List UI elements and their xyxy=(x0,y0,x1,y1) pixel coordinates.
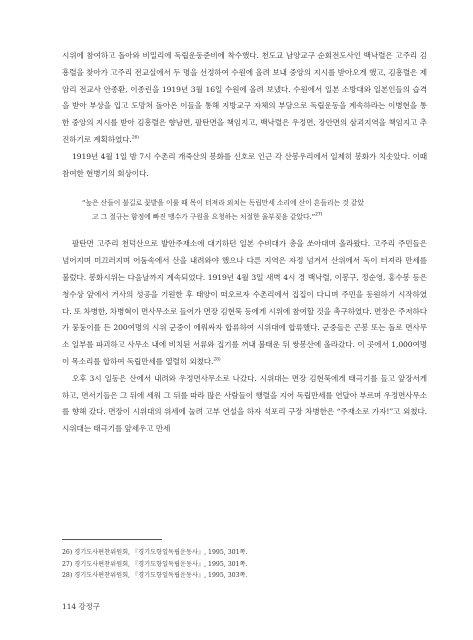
footnote-28: 28) 경기도사편찬위원회, 『경기도항일독립운동사』, 1995, 303쪽. xyxy=(62,572,248,579)
footnote-26: 26) 경기도사편찬위원회, 『경기도항일독립운동사』, 1995, 301쪽. xyxy=(62,549,248,556)
footnote-divider xyxy=(62,539,162,540)
footnote-ref-26: 26) xyxy=(131,135,139,141)
quote-line-2: 고 그 절규는 함정에 빠진 맹수가 구원을 요청하는 처절한 울부짖음 같았다.”$^{27)}$ xyxy=(92,212,323,221)
footnote-27: 27) 경기도사편찬위원회, 『경기도항일독립운동사』, 1995, 301쪽. xyxy=(62,560,248,568)
page-number: 114 강정구 xyxy=(62,602,100,611)
footnotes xyxy=(62,539,427,582)
paragraph-1: 시위에 참여하고 돌아와 비밀리에 독립운동준비에 착수했다. 천도교 남양교구 순회전도사인 백낙렬은 고주리 김흥렬을 찾아가 고주리 전교실에서 두 명을 선정하여 수원에 올려 보내 중앙의 지시를 받아오게 했고, 김흥렬은 제암리 전교사 안종환, 이종린을 1919년 3월 16일 수원에 올려 보냈다. 수원에서 일본 소방대와 일본인들의 습격을 받아 부상을 입고 도망쳐 돌아온 이들을 통해 지방교구 자체의 부담으로 독립운동을 계속하라는 이병현을 통한 중앙의 지시를 받아 김흥렬은 향남면, 팔탄면을 책임지고, 백낙렬은 우정면, 장안면의 삼괴지역을 책임지고 추진하기로 계획하였다.$^{26)}$ xyxy=(62,51,427,144)
body-text xyxy=(62,48,427,438)
paragraph-3: 팔탄면 고주리 천덕산으로 발안주재소에 대기하던 일본 수비대가 총을 쏘아대며 올라왔다. 고주리 주민들은 넘어지며 미끄러지며 어둠속에서 산을 내려와야 했으나 다른 지역은 자정 넘겨서 산위에서 독이 터져라 만세를 불렀다. 봉화시위는 다음날까지 계속되었다. 1919년 4월 3일 새벽 4시 경 백낙렬, 이봉구, 정순영, 홍수봉 등은 청수상 앞에서 거사의 성공을 기원한 후 태양이 떠오르자 수촌리에서 집집이 다니며 주민을 동원하기 시작하였다. 또 차병한, 차병혁이 면사무소로 들어가 면장 김현묵 등에게 시위에 참여할 것을 촉구하였다. 면장은 주저하다가 뭉둥이를 든 200여명의 시위 군중이 에워싸자 합류하여 시위대에 합류했다. 군중들은 곤봉 또는 돌로 면사무소 일부를 파괴하고 사무소 내에 비치된 서류와 집기를 꺼내 불태운 뒤 쌍봉산에 올라갔다. 이 곳에서 1,000여명이 목소리를 합하여 독립만세를 열렬히 외쳤다.$^{28)}$ xyxy=(62,239,427,366)
quote-line-1: “높은 산들이 불길로 꽃밭을 이룰 때 목이 터져라 외치는 독립만세 소리에 산이 흔들리는 것 같았 xyxy=(82,199,364,208)
footnote-ref-28: 28) xyxy=(213,357,221,363)
paragraph-4: 오후 3시 일동은 산에서 내려와 우정면사무소로 나갔다. 시위대는 면장 김현묵에게 태극기를 들고 앞장서게 하고, 면서기들은 그 뒤에 세워 그 뒤를 따라 많은 사람들이 행렬을 지어 독립만세를 연달아 부르며 우정면사무소를 향해 갔다. 면장이 시위대의 위세에 눌려 고부 연설을 하자 석포리 구장 차병한은 “주재소로 가자!”고 외쳤다. 시위대는 태극기를 앞세우고 만세 xyxy=(62,373,427,434)
footnote-ref-27: 27) xyxy=(315,212,323,218)
block-quote xyxy=(82,197,412,224)
paragraph-2: 1919년 4월 1일 밤 7시 수촌리 개죽산의 봉화를 신호로 인근 각 산봉우리에서 일제히 봉화가 치솟았다. 이때 참여한 현병기의 회상이다. xyxy=(62,151,427,178)
